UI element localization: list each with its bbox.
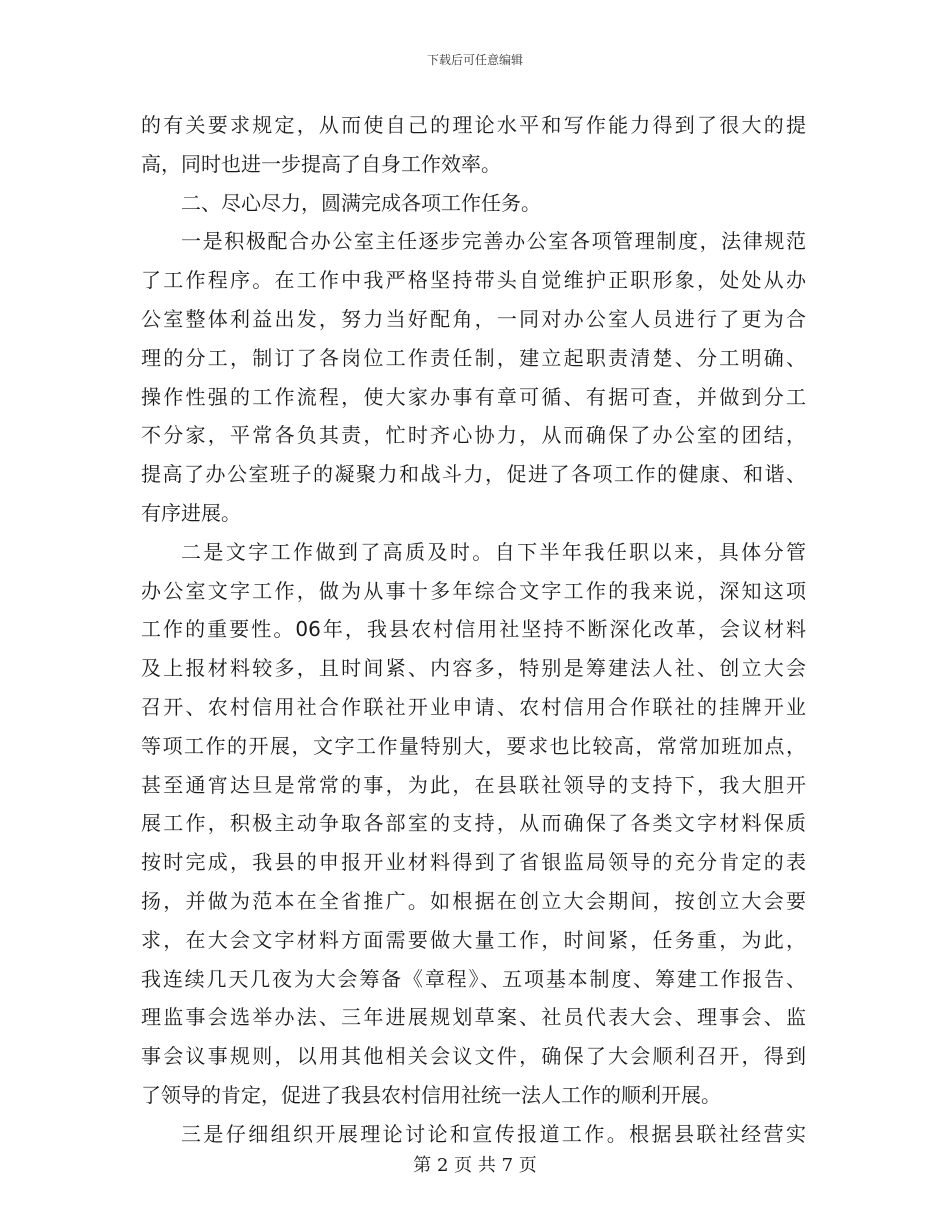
text-line: 二是文字工作做到了高质及时。自下半年我任职以来，具体分管 bbox=[181, 539, 806, 564]
page-header: 下载后可任意编辑 bbox=[426, 53, 523, 67]
text-line: 甚至通宵达旦是常常的事，为此，在县联社领导的支持下，我大胆开 bbox=[141, 772, 806, 797]
text-line: 及上报材料较多，且时间紧、内容多，特别是筹建法人社、创立大会 bbox=[141, 656, 806, 681]
text-line: 了领导的肯定，促进了我县农村信用社统一法人工作的顺利开展。 bbox=[141, 1082, 721, 1107]
body-text bbox=[141, 106, 806, 1154]
text-line: 办公室文字工作，做为从事十多年综合文字工作的我来说，深知这项 bbox=[141, 578, 806, 603]
text-line: 求，在大会文字材料方面需要做大量工作，时间紧，任务重，为此， bbox=[141, 927, 806, 952]
text-line: 扬，并做为范本在全省推广。如根据在创立大会期间，按创立大会要 bbox=[141, 888, 806, 913]
text-line: 一是积极配合办公室主任逐步完善办公室各项管理制度，法律规范 bbox=[181, 229, 806, 254]
text-line: 理的分工，制订了各岗位工作责任制，建立起职责清楚、分工明确、 bbox=[141, 345, 806, 370]
text-line: 提高了办公室班子的凝聚力和战斗力，促进了各项工作的健康、和谐、 bbox=[141, 462, 806, 487]
text-line: 公室整体利益出发，努力当好配角，一同对办公室人员进行了更为合 bbox=[141, 306, 806, 331]
text-line: 事会议事规则，以用其他相关会议文件，确保了大会顺利召开，得到 bbox=[141, 1044, 806, 1069]
text-line: 展工作，积极主动争取各部室的支持，从而确保了各类文字材料保质 bbox=[141, 811, 806, 836]
text-line: 二、尽心尽力，圆满完成各项工作任务。 bbox=[181, 190, 541, 215]
text-line: 操作性强的工作流程，使大家办事有章可循、有据可查，并做到分工 bbox=[141, 384, 806, 409]
text-line: 工作的重要性。06年，我县农村信用社坚持不断深化改革，会议材料 bbox=[141, 617, 806, 642]
text-line: 了工作程序。在工作中我严格坚持带头自觉维护正职形象，处处从办 bbox=[141, 268, 806, 293]
text-line: 召开、农村信用社合作联社开业申请、农村信用合作联社的挂牌开业 bbox=[141, 694, 806, 719]
text-line: 有序进展。 bbox=[141, 500, 241, 525]
text-line: 我连续几天几夜为大会筹备《章程》、五项基本制度、筹建工作报告、 bbox=[141, 966, 806, 991]
text-line: 三是仔细组织开展理论讨论和宣传报道工作。根据县联社经营实 bbox=[181, 1121, 806, 1146]
page-footer: 第 2 页 共 7 页 bbox=[413, 1155, 537, 1176]
text-line: 高，同时也进一步提高了自身工作效率。 bbox=[141, 151, 501, 176]
text-line: 等项工作的开展，文字工作量特别大，要求也比较高，常常加班加点， bbox=[141, 733, 806, 758]
text-line: 理监事会选举办法、三年进展规划草案、社员代表大会、理事会、监 bbox=[141, 1005, 806, 1030]
text-line: 不分家，平常各负其责，忙时齐心协力，从而确保了办公室的团结， bbox=[141, 423, 806, 448]
text-line: 按时完成，我县的申报开业材料得到了省银监局领导的充分肯定的表 bbox=[141, 850, 806, 875]
text-line: 的有关要求规定，从而使自己的理论水平和写作能力得到了很大的提 bbox=[141, 113, 806, 137]
